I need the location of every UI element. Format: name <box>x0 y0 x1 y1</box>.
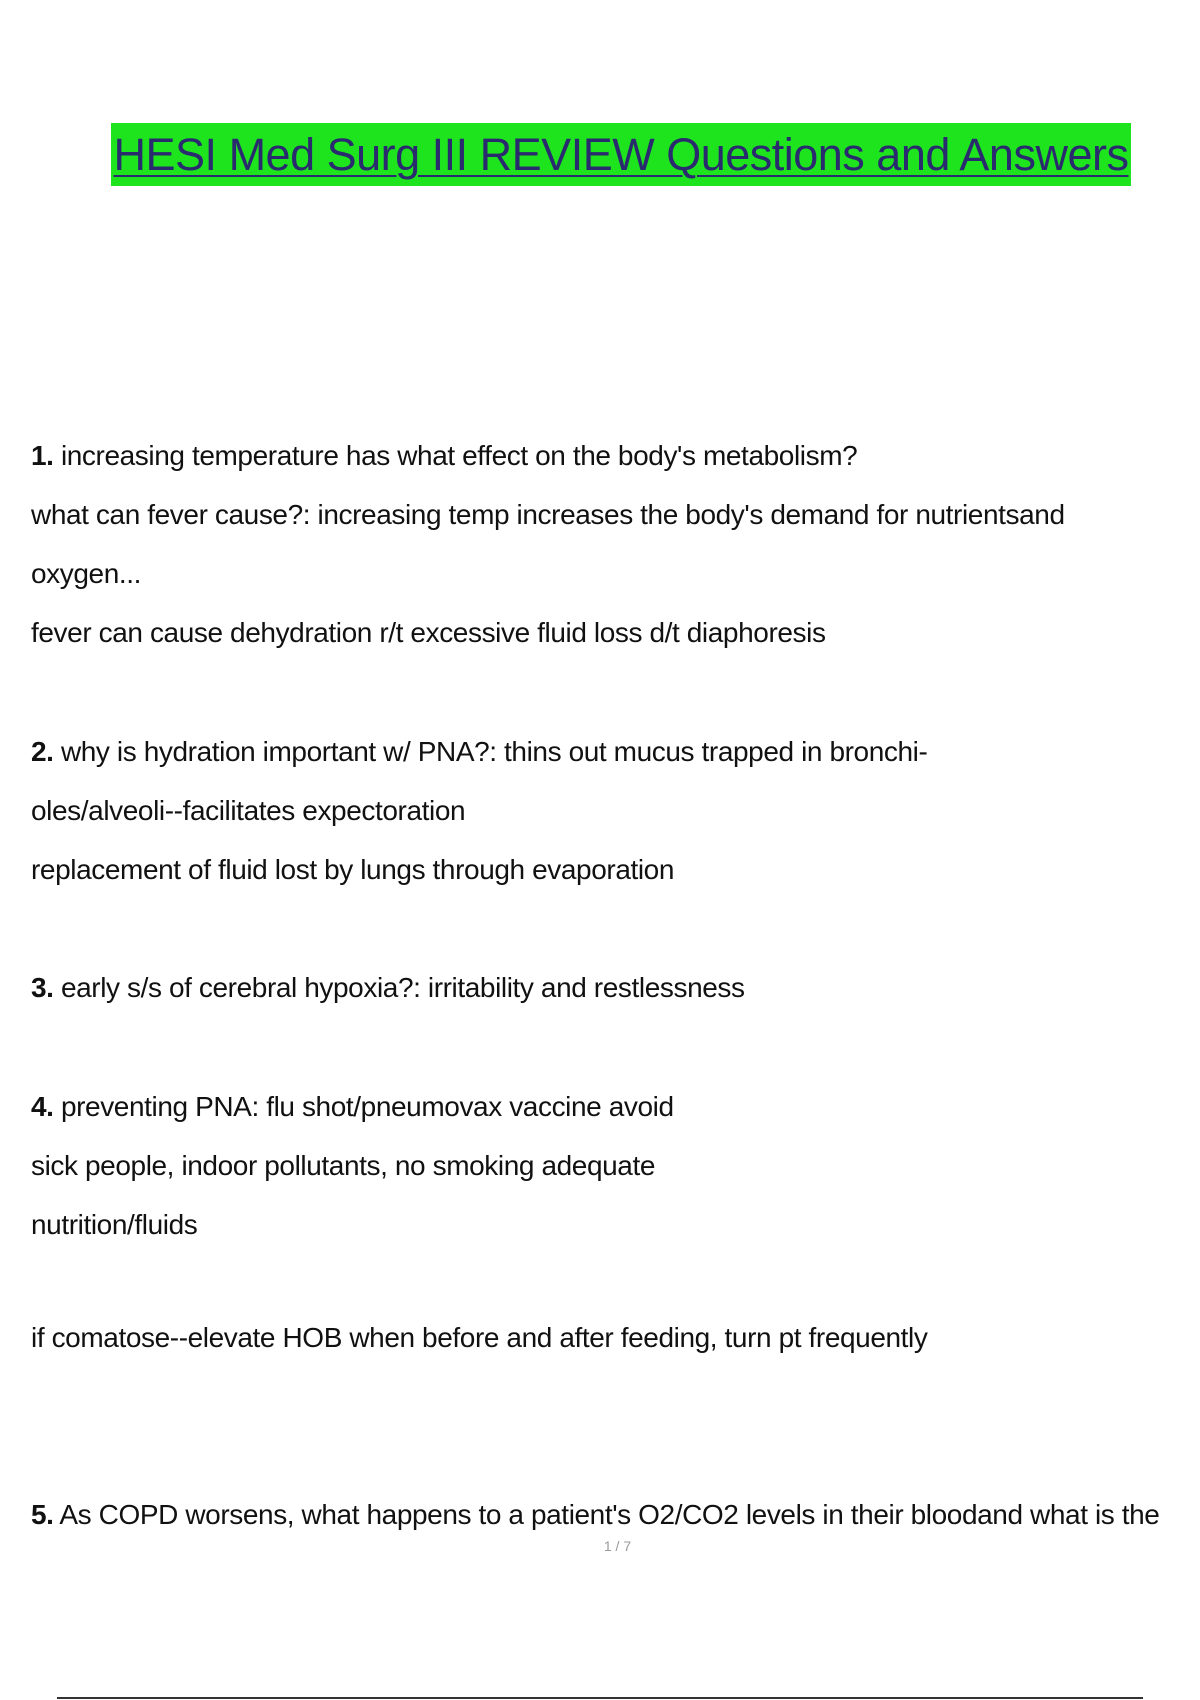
question-1-line-1 <box>31 438 857 474</box>
question-2-line-3: replacement of fluid lost by lungs through evaporation <box>31 854 675 885</box>
question-4-number: 4. <box>31 1091 54 1122</box>
title-highlight <box>111 123 1131 186</box>
question-4-line-3: nutrition/fluids <box>31 1209 198 1240</box>
question-3-number: 3. <box>31 972 54 1003</box>
question-2-line-2: oles/alveoli--facilitates expectoration <box>31 795 466 826</box>
question-1-number: 1. <box>31 440 54 471</box>
question-2-line-1 <box>31 734 927 770</box>
question-1-line-3: oxygen... <box>31 558 142 589</box>
question-5-number: 5. <box>31 1499 54 1530</box>
question-3-text: early s/s of cerebral hypoxia?: irritability and restlessness <box>53 972 745 1003</box>
question-5-line-1 <box>31 1497 1159 1533</box>
question-4-text: preventing PNA: flu shot/pneumovax vaccine avoid <box>53 1091 674 1122</box>
question-4-line-2: sick people, indoor pollutants, no smoking adequate <box>31 1150 656 1181</box>
document-title: HESI Med Surg III REVIEW Questions and Answers <box>113 128 1129 180</box>
question-4-line-1 <box>31 1089 674 1125</box>
bottom-divider <box>57 1697 1143 1699</box>
question-1-line-4: fever can cause dehydration r/t excessive fluid loss d/t diaphoresis <box>31 617 826 648</box>
question-3-line-1 <box>31 970 745 1006</box>
question-2-text: why is hydration important w/ PNA?: thins out mucus trapped in bronchi- <box>53 736 928 767</box>
question-4-line-4: if comatose--elevate HOB when before and after feeding, turn pt frequently <box>31 1322 928 1353</box>
question-2-number: 2. <box>31 736 54 767</box>
question-1-line-2: what can fever cause?: increasing temp increases the body's demand for nutrientsand <box>31 499 1065 530</box>
question-5-text: As COPD worsens, what happens to a patient's O2/CO2 levels in their bloodand what is the <box>53 1499 1160 1530</box>
page-indicator: 1 / 7 <box>603 1538 632 1554</box>
question-1-text: increasing temperature has what effect on the body's metabolism? <box>53 440 858 471</box>
